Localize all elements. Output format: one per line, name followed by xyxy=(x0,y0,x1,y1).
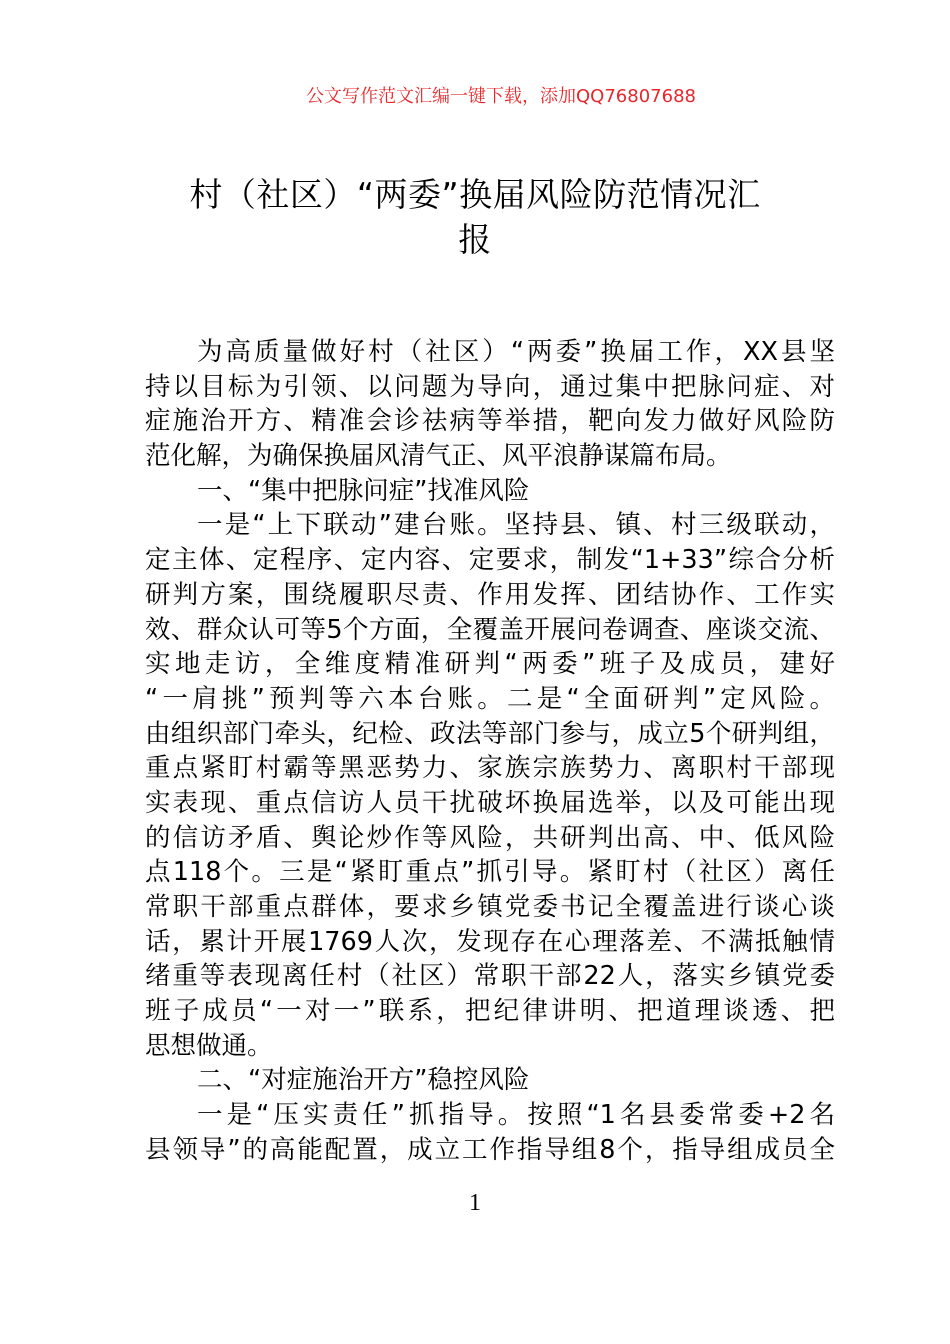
document-title-line-2: 报 xyxy=(458,220,492,259)
body-text-line: 绪重等表现离任村（社区）常职干部22人，落实乡镇党委 xyxy=(145,961,835,992)
body-text-line: “一肩挑”预判等六本台账。二是“全面研判”定风险。 xyxy=(145,683,835,714)
body-text-line: 思想做通。 xyxy=(145,1030,273,1061)
body-text-line: 范化解，为确保换届风清气正、风平浪静谋篇布局。 xyxy=(145,441,732,472)
page-number: 1 xyxy=(469,1190,481,1216)
section-heading: 一、“集中把脉问症”找准风险 xyxy=(197,475,530,506)
body-text-line: 实表现、重点信访人员干扰破坏换届选举，以及可能出现 xyxy=(145,787,835,818)
promo-banner: 公文写作范文汇编一键下载，添加QQ76807688 xyxy=(306,86,696,107)
document-title-line-1: 村（社区）“两委”换届风险防范情况汇 xyxy=(189,175,761,214)
body-text-line: 效、群众认可等5个方面，全覆盖开展问卷调查、座谈交流、 xyxy=(145,614,835,645)
body-text-line: 一是“压实责任”抓指导。按照“1名县委常委+2名 xyxy=(197,1100,835,1131)
body-text-line: 班子成员“一对一”联系，把纪律讲明、把道理谈透、把 xyxy=(145,996,835,1027)
section-heading: 二、“对症施治开方”稳控风险 xyxy=(197,1065,530,1096)
body-text-line: 点118个。三是“紧盯重点”抓引导。紧盯村（社区）离任 xyxy=(145,857,835,888)
body-text-line: 为高质量做好村（社区）“两委”换届工作，XX县坚 xyxy=(197,337,835,367)
body-text-line: 研判方案，围绕履职尽责、作用发挥、团结协作、工作实 xyxy=(145,579,835,610)
body-text-line: 由组织部门牵头，纪检、政法等部门参与，成立5个研判组， xyxy=(145,718,835,749)
body-text-line: 话，累计开展1769人次，发现存在心理落差、不满抵触情 xyxy=(145,926,835,957)
body-text-line: 县领导”的高能配置，成立工作指导组8个，指导组成员全 xyxy=(145,1134,835,1165)
document-body xyxy=(145,335,835,1168)
body-text-line: 一是“上下联动”建台账。坚持县、镇、村三级联动， xyxy=(197,510,835,541)
body-text-line: 定主体、定程序、定内容、定要求，制发“1+33”综合分析 xyxy=(145,545,835,576)
body-text-line: 实地走访，全维度精准研判“两委”班子及成员，建好 xyxy=(145,649,835,680)
body-text-line: 持以目标为引领、以问题为导向，通过集中把脉问症、对 xyxy=(145,371,835,402)
body-text-line: 常职干部重点群体，要求乡镇党委书记全覆盖进行谈心谈 xyxy=(145,892,835,922)
body-text-line: 重点紧盯村霸等黑恶势力、家族宗族势力、离职村干部现 xyxy=(145,753,835,784)
body-text-line: 症施治开方、精准会诊祛病等举措，靶向发力做好风险防 xyxy=(145,406,835,437)
body-text-line: 的信访矛盾、舆论炒作等风险，共研判出高、中、低风险 xyxy=(145,822,835,853)
